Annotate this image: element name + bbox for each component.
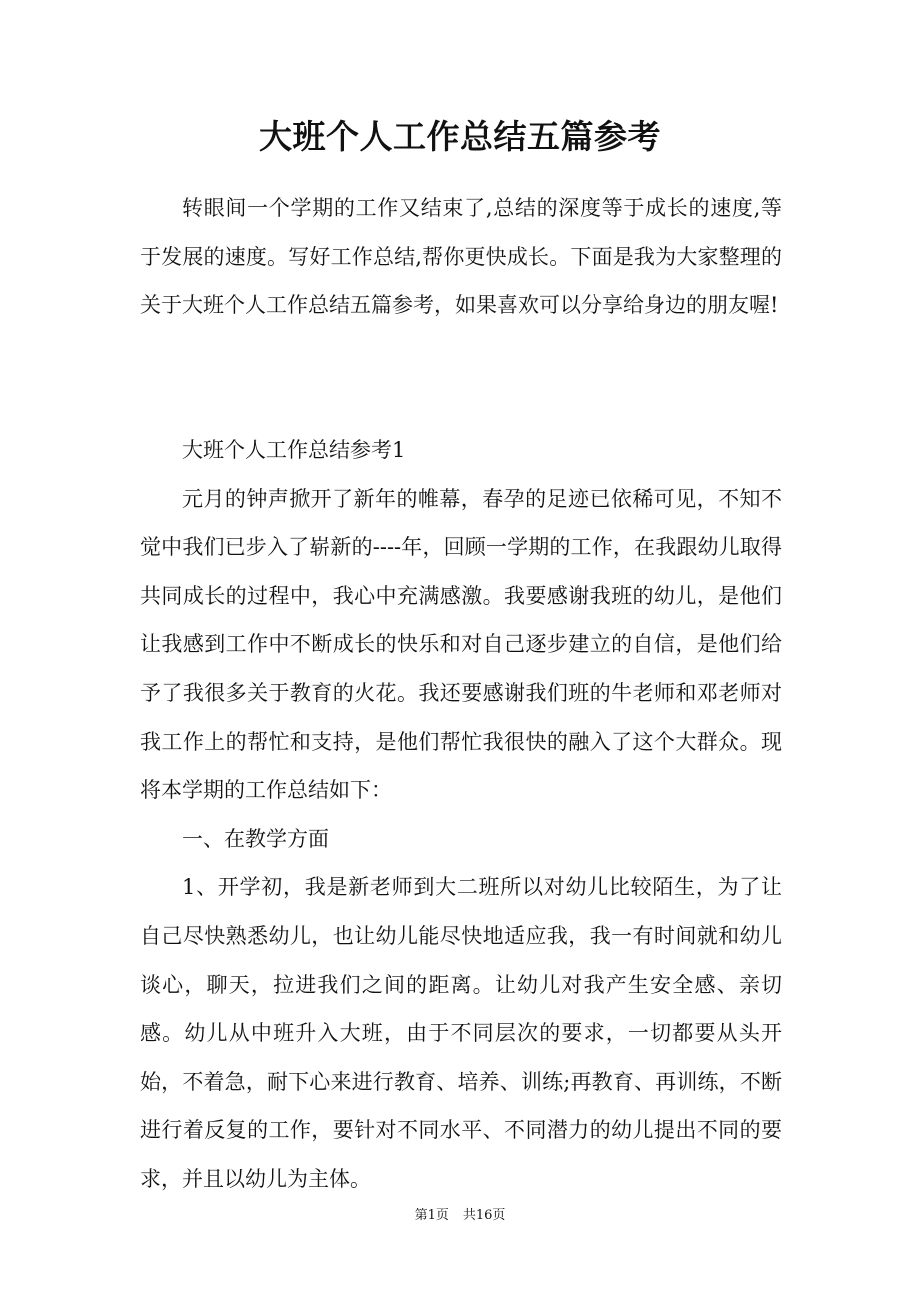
page-title: 大班个人工作总结五篇参考 — [259, 117, 661, 156]
subsection-heading: 一、在教学方面 — [182, 826, 329, 851]
intro-paragraph: 转眼间一个学期的工作又结束了,总结的深度等于成长的速度,等于发展的速度。写好工作总结,帮你更快成长。下面是我为大家整理的关于大班个人工作总结五篇参考，如果喜欢可以分享给身边的朋友喔! — [140, 196, 782, 317]
body-content — [140, 426, 782, 1204]
body-paragraph: 1、开学初，我是新老师到大二班所以对幼儿比较陌生，为了让自己尽快熟悉幼儿，也让幼儿能尽快地适应我，我一有时间就和幼儿谈心，聊天，拉进我们之间的距离。让幼儿对我产生安全感、亲切感。幼儿从中班升入大班，由于不同层次的要求，一切都要从头开始，不着急，耐下心来进行教育、培养、训练;再教育、再训练，不断进行着反复的工作，要针对不同水平、不同潜力的幼儿提出不同的要求，并且以幼儿为主体。 — [140, 875, 782, 1191]
page-footer — [0, 1206, 920, 1226]
page-total: 共16页 — [462, 1208, 506, 1223]
body-paragraph: 元月的钟声掀开了新年的帷幕，春孕的足迹已依稀可见，不知不觉中我们已步入了崭新的----年，回顾一学期的工作，在我跟幼儿取得共同成长的过程中，我心中充满感激。我要感谢我班的幼儿，是他们让我感到工作中不断成长的快乐和对自己逐步建立的自信，是他们给予了我很多关于教育的火花。我还要感谢我们班的牛老师和邓老师对我工作上的帮忙和支持，是他们帮忙我很快的融入了这个大群众。现将本学期的工作总结如下： — [140, 486, 782, 803]
section-heading: 大班个人工作总结参考1 — [182, 438, 406, 462]
page-number: 第1页 — [414, 1208, 449, 1223]
